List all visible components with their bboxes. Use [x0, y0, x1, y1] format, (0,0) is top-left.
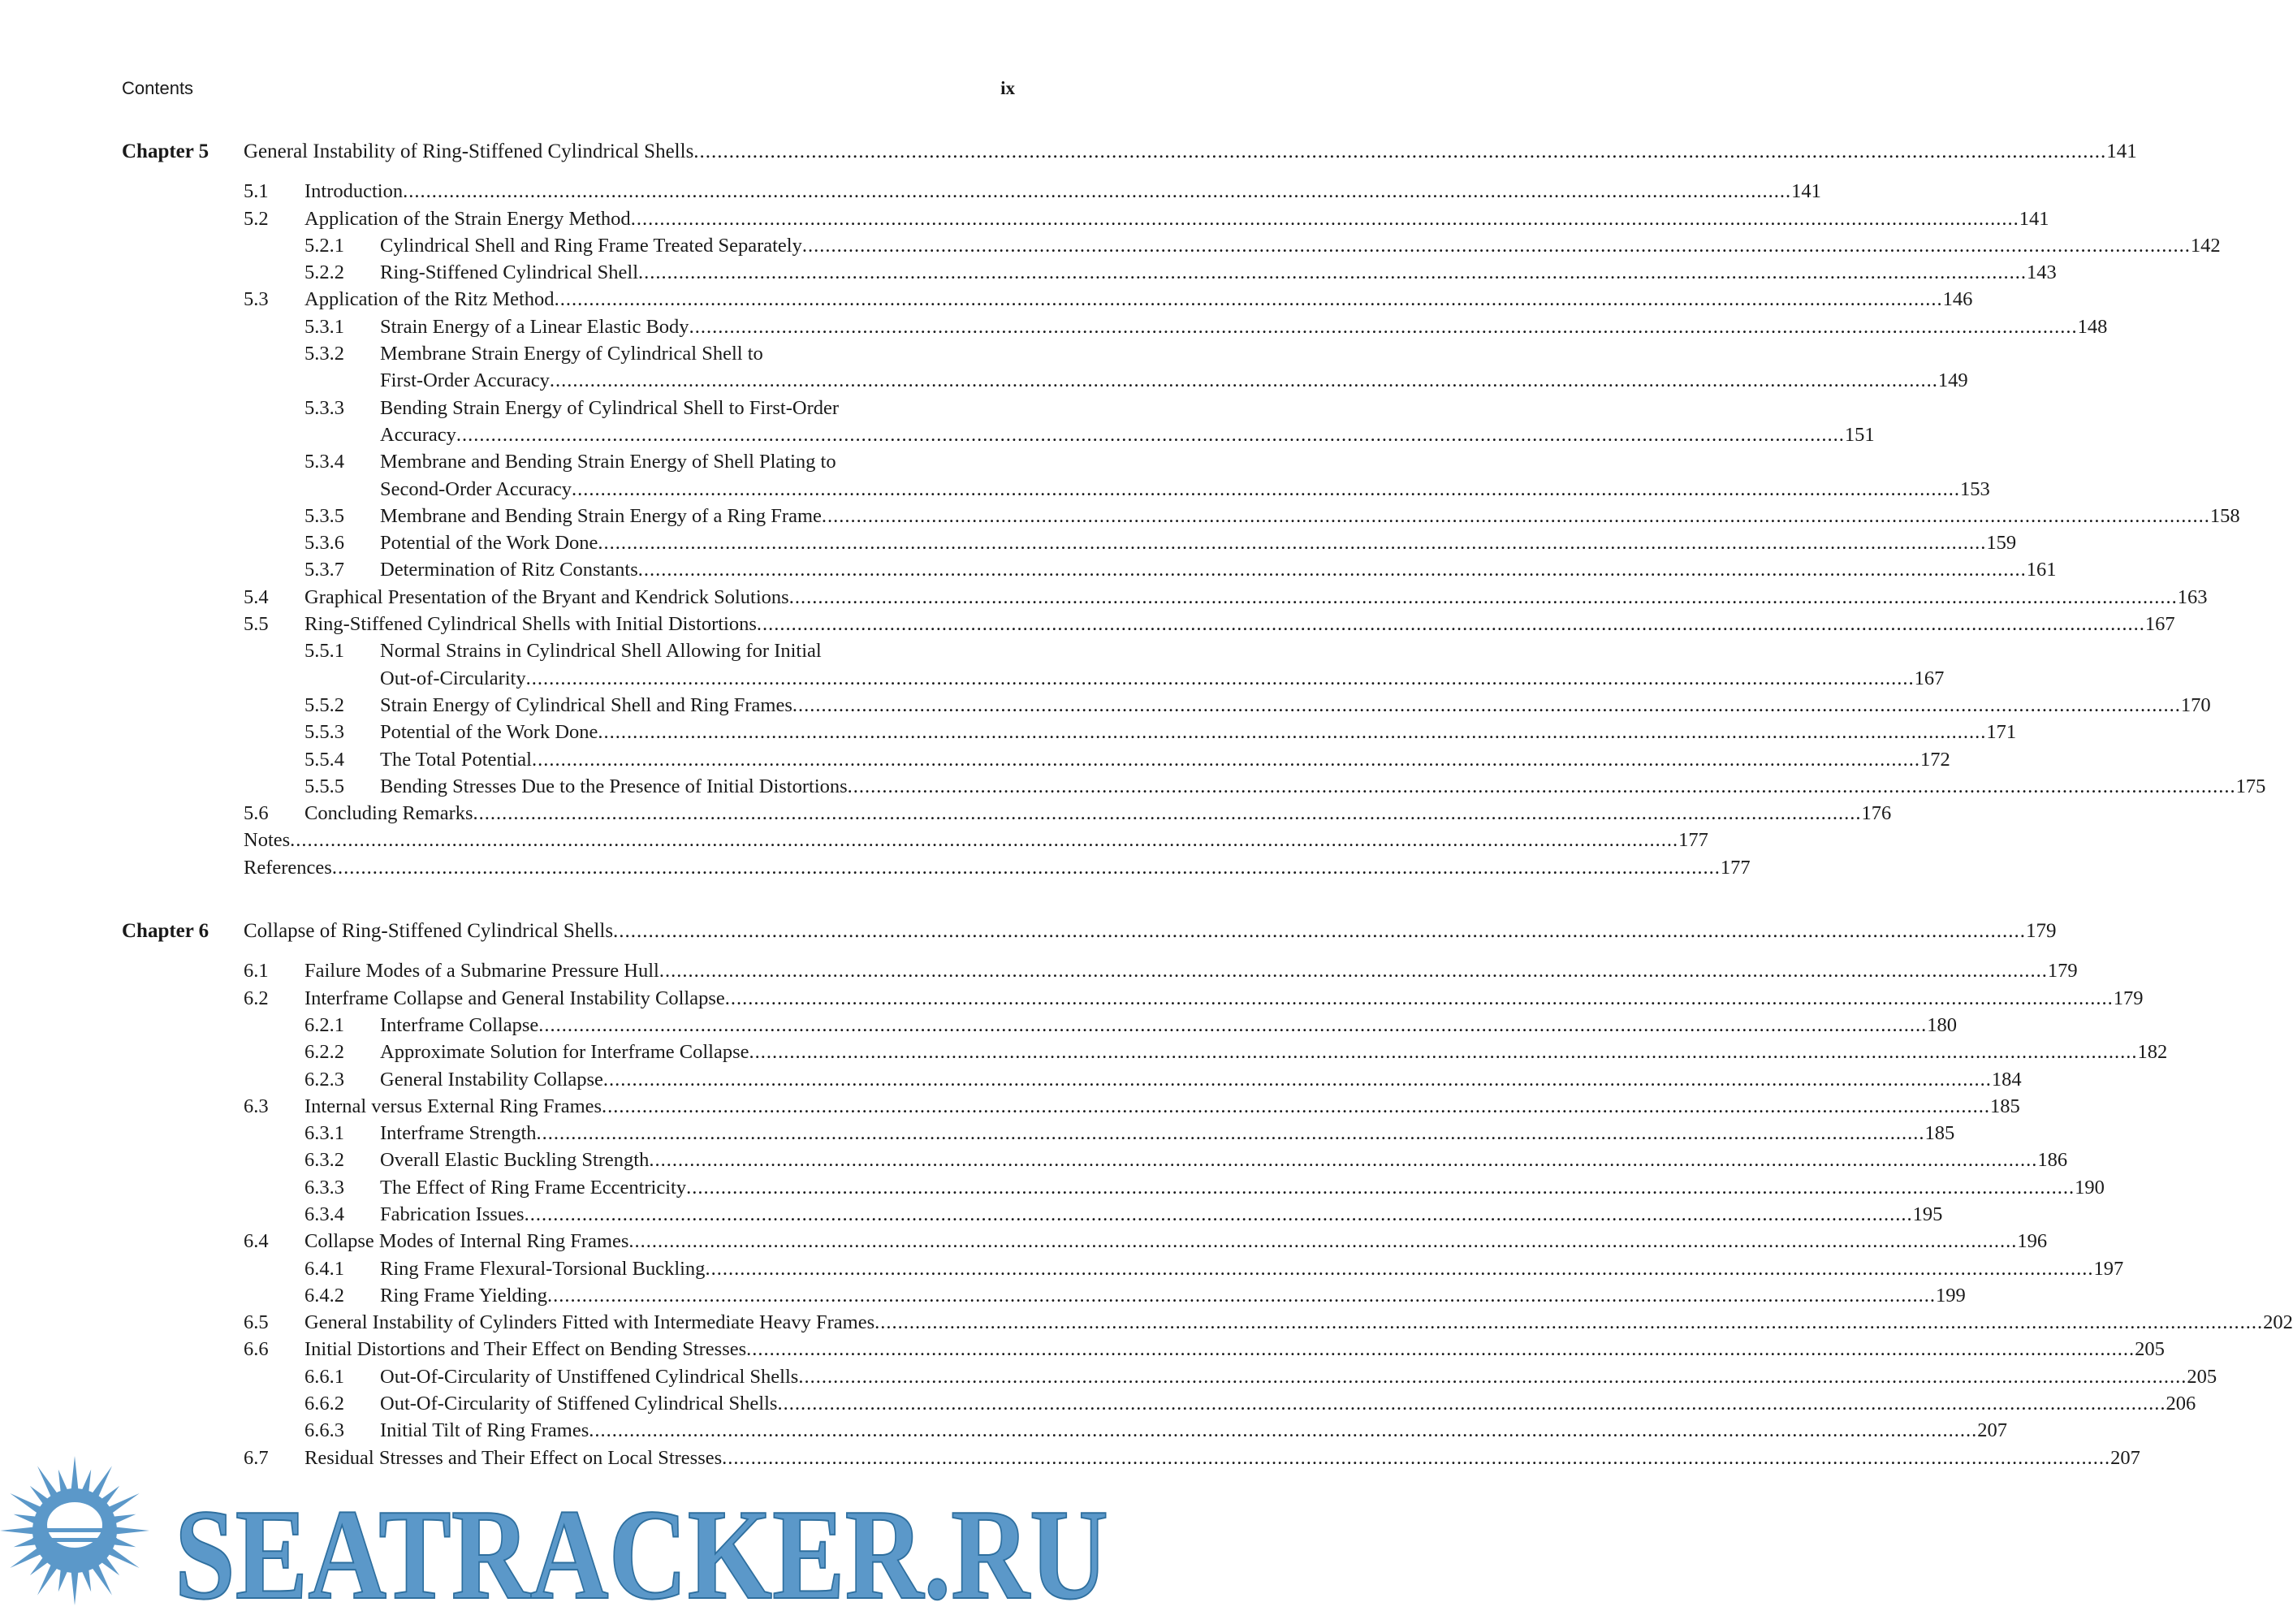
toc-entry[interactable] — [122, 178, 1821, 205]
toc-leader — [380, 529, 2017, 556]
toc-entry-title: Interframe Strength — [380, 1122, 537, 1145]
toc-page-number: 182 — [2137, 1041, 2168, 1064]
dot-leader — [547, 1282, 1936, 1309]
toc-leader — [304, 611, 2175, 637]
toc-entry-title: Cylindrical Shell and Ring Frame Treated Separately — [380, 234, 802, 257]
toc-entry[interactable] — [122, 746, 1950, 773]
toc-page-number: 170 — [2180, 693, 2211, 716]
chapter-spacer — [122, 881, 1015, 918]
toc-page-number: 177 — [1678, 829, 1708, 852]
toc-entry[interactable] — [122, 556, 2057, 583]
toc-page-number: 186 — [2037, 1149, 2068, 1172]
toc-page-number: 148 — [2077, 315, 2108, 338]
toc-entry[interactable] — [122, 395, 1015, 421]
toc-page-number: 195 — [1912, 1203, 1943, 1225]
dot-leader — [537, 1120, 1925, 1147]
dot-leader — [638, 259, 2027, 286]
toc-entry-title: Introduction — [304, 180, 404, 203]
toc-page-number: 177 — [1720, 856, 1751, 879]
dot-leader — [792, 692, 2181, 719]
toc-leader — [244, 827, 1708, 853]
toc-page-number: 207 — [1977, 1419, 2008, 1442]
chapter-spacer — [122, 165, 1015, 178]
toc-page-number: 180 — [1927, 1013, 1957, 1036]
toc-entry-number: 5.5.1 — [304, 640, 344, 663]
toc-leader — [304, 985, 2144, 1012]
toc-entry-number: 6.3.2 — [304, 1149, 344, 1172]
toc-leader — [244, 138, 2137, 165]
dot-leader — [789, 584, 2178, 611]
toc-leader — [380, 1039, 2168, 1065]
toc-entry-title: Out-Of-Circularity of Unstiffened Cylindrical Shells — [380, 1365, 799, 1388]
toc-leader — [380, 1147, 2068, 1173]
running-head: Contents — [122, 78, 194, 98]
chapter-heading[interactable] — [122, 918, 2057, 944]
dot-leader — [848, 773, 2236, 800]
chapter-label: Chapter 5 — [122, 140, 209, 162]
toc-entry-title: Potential of the Work Done — [380, 532, 598, 555]
dot-leader — [290, 827, 1678, 853]
toc-entry-title: Graphical Presentation of the Bryant and Kendrick Solutions — [304, 585, 789, 608]
toc-entry-number: 5.5.4 — [304, 748, 344, 771]
toc-page-number: 151 — [1844, 423, 1875, 446]
toc-entry-number: 5.3.3 — [304, 396, 344, 419]
toc-page-number: 206 — [2166, 1393, 2196, 1415]
watermark-text: SEATRACKER.RU — [175, 1482, 1108, 1624]
toc-entry-number: 5.3.7 — [304, 559, 344, 581]
toc-page-number: 163 — [2177, 585, 2208, 608]
dot-leader — [802, 232, 2191, 259]
toc-entry-number: 6.4.2 — [304, 1284, 344, 1307]
dot-leader — [473, 800, 1862, 827]
toc-entry-number: 5.1 — [244, 180, 269, 203]
dot-leader — [538, 1012, 1927, 1039]
toc-entry-number: 5.3.2 — [304, 343, 344, 365]
toc-entry[interactable] — [122, 1309, 2293, 1336]
toc-leader — [380, 773, 2266, 800]
toc-entry[interactable] — [122, 503, 2240, 529]
toc-entry-title: Bending Stresses Due to the Presence of Initial Distortions — [380, 775, 848, 797]
toc-entry-title: General Instability of Cylinders Fitted with Intermediate Heavy Frames — [304, 1311, 875, 1334]
toc-entry-number: 6.4 — [244, 1230, 269, 1253]
toc-entry-number: 5.3.5 — [304, 504, 344, 527]
toc-entry[interactable] — [122, 313, 2108, 340]
dot-leader — [874, 1309, 2263, 1336]
chapter-label: Chapter 6 — [122, 920, 209, 943]
dot-leader — [686, 1174, 2075, 1201]
toc-entry-number: 6.6.1 — [304, 1365, 344, 1388]
toc-entry-title: Strain Energy of Cylindrical Shell and Ring Frames — [380, 693, 792, 716]
toc-entry-title: Determination of Ritz Constants — [380, 559, 638, 581]
toc-leader — [380, 259, 2057, 286]
toc-entry-title: The Total Potential — [380, 748, 532, 771]
toc-page-number: 167 — [2144, 613, 2175, 636]
toc-leader — [380, 1255, 2124, 1282]
toc-leader — [380, 1066, 2022, 1093]
toc-page-number: 146 — [1942, 288, 1973, 311]
toc-entry-number: 6.2.1 — [304, 1013, 344, 1036]
toc-entry-title-line: Membrane Strain Energy of Cylindrical Shell to — [380, 343, 763, 365]
toc-entry-title: References — [244, 856, 332, 879]
dot-leader — [550, 367, 1938, 394]
toc-leader — [244, 918, 2057, 944]
toc-leader — [380, 367, 1968, 394]
toc-entry[interactable] — [122, 529, 2017, 556]
toc-entry[interactable] — [122, 1336, 2165, 1363]
toc-entry-title: Ring-Stiffened Cylindrical Shells with Initial Distortions — [304, 613, 757, 636]
dot-leader — [693, 138, 2106, 165]
toc-entry-title: Out-Of-Circularity of Stiffened Cylindrical Shells — [380, 1393, 778, 1415]
toc-entry-title: General Instability Collapse — [380, 1068, 603, 1091]
toc-entry[interactable] — [122, 637, 1015, 664]
toc-entry-title: General Instability of Ring-Stiffened Cylindrical Shells — [244, 140, 694, 162]
dot-leader — [589, 1417, 1977, 1444]
toc-entry-title: Application of the Strain Energy Method — [304, 207, 631, 230]
dot-leader — [525, 1201, 1913, 1228]
toc-entry-number: 6.5 — [244, 1311, 269, 1334]
toc-leader — [380, 556, 2057, 583]
toc-leader — [380, 1417, 2008, 1444]
toc-entry-number: 6.6.2 — [304, 1393, 344, 1415]
toc-entry[interactable] — [122, 259, 2057, 286]
toc-entry[interactable] — [122, 340, 1015, 367]
toc-entry-number: 6.6 — [244, 1338, 269, 1361]
toc-entry-title-line: Normal Strains in Cylindrical Shell Allowing for Initial — [380, 640, 822, 663]
toc-page-number: 207 — [2110, 1446, 2140, 1469]
toc-entry-number: 5.2 — [244, 207, 269, 230]
toc-entry-number: 5.3 — [244, 288, 269, 311]
toc-page-number: 141 — [2019, 207, 2049, 230]
toc-entry-title-line: Bending Strain Energy of Cylindrical Shell to First-Order — [380, 396, 840, 419]
page-header — [122, 78, 1015, 104]
toc-entry-title: The Effect of Ring Frame Eccentricity — [380, 1176, 687, 1199]
dot-leader — [598, 719, 1986, 745]
toc-entry-title: Accuracy — [380, 423, 456, 446]
toc-page-number: 167 — [1914, 667, 1945, 689]
toc-page-number: 199 — [1935, 1284, 1966, 1307]
toc-entry-title: Membrane and Bending Strain Energy of a Ring Frame — [380, 504, 822, 527]
dot-leader — [777, 1390, 2166, 1417]
toc-leader — [380, 476, 1990, 503]
toc-entry-number: 5.5.2 — [304, 693, 344, 716]
toc-page-number: 185 — [1990, 1095, 2020, 1117]
toc-leader — [304, 1093, 2020, 1120]
toc-entry-title: Potential of the Work Done — [380, 721, 598, 744]
toc-page-number: 141 — [1791, 180, 1821, 203]
toc-entry-number: 6.2.3 — [304, 1068, 344, 1091]
toc-page-number: 205 — [2187, 1365, 2217, 1388]
toc-entry-number: 5.2.2 — [304, 261, 344, 284]
toc-leader — [380, 1390, 2196, 1417]
toc-leader — [380, 313, 2108, 340]
toc-entry-title: Residual Stresses and Their Effect on Local Stresses — [304, 1446, 723, 1469]
dot-leader — [332, 854, 1721, 881]
dot-leader — [598, 529, 1986, 556]
toc-entry-title: Concluding Remarks — [304, 802, 473, 825]
chapter-spacer — [122, 944, 1015, 957]
dot-leader — [555, 286, 1943, 313]
toc-entry[interactable] — [122, 286, 1973, 313]
toc-entry[interactable] — [122, 1363, 2217, 1390]
toc-entry[interactable] — [122, 1282, 1966, 1309]
toc-entry[interactable] — [122, 719, 2017, 745]
toc-entry[interactable] — [122, 1120, 1955, 1147]
toc-entry-title: Application of the Ritz Method — [304, 288, 555, 311]
toc-page-number: 158 — [2209, 504, 2240, 527]
toc-entry-title: Strain Energy of a Linear Elastic Body — [380, 315, 689, 338]
toc-page-number: 175 — [2235, 775, 2266, 797]
toc-page-number: 171 — [1986, 721, 2017, 744]
toc-entry-title: Ring-Stiffened Cylindrical Shell — [380, 261, 639, 284]
toc-entry-number: 6.6.3 — [304, 1419, 344, 1442]
toc-leader — [304, 1336, 2165, 1363]
toc-page-number: 142 — [2190, 234, 2221, 257]
dot-leader — [456, 421, 1845, 448]
toc-page-number: 143 — [2027, 261, 2057, 284]
toc-entry-number: 6.3.4 — [304, 1203, 344, 1225]
toc-leader — [380, 692, 2211, 719]
dot-leader — [725, 985, 2114, 1012]
toc-entry-title: Ring Frame Flexural-Torsional Buckling — [380, 1257, 706, 1280]
toc-entry[interactable] — [122, 1255, 2124, 1282]
toc-entry-number: 6.2 — [244, 987, 269, 1009]
dot-leader — [746, 1336, 2135, 1363]
toc-entry-number: 5.4 — [244, 585, 269, 608]
toc-entry-continuation[interactable] — [122, 367, 1968, 394]
toc-leader — [380, 1120, 1955, 1147]
toc-page-number: 153 — [1960, 477, 1990, 500]
toc-page-number: 149 — [1937, 369, 1968, 392]
toc-leader — [244, 854, 1751, 881]
toc-entry-continuation[interactable] — [122, 421, 1875, 448]
toc-leader — [304, 286, 1973, 313]
toc-entry-number: 6.3 — [244, 1095, 269, 1117]
toc-entry-title: Overall Elastic Buckling Strength — [380, 1149, 650, 1172]
dot-leader — [659, 957, 2048, 984]
toc-entry[interactable] — [122, 611, 2175, 637]
toc-entry-number: 6.4.1 — [304, 1257, 344, 1280]
toc-page-number: 196 — [2017, 1230, 2048, 1253]
toc-entry-title: First-Order Accuracy — [380, 369, 550, 392]
sun-icon — [0, 1456, 149, 1605]
toc-leader — [304, 957, 2078, 984]
toc-entry[interactable] — [122, 1012, 1957, 1039]
toc-entry-number: 5.2.1 — [304, 234, 344, 257]
toc-page-number: 179 — [2113, 987, 2144, 1009]
toc-entry-title: Failure Modes of a Submarine Pressure Hull — [304, 960, 659, 983]
toc-leader — [304, 800, 1892, 827]
toc-page-number: 159 — [1986, 532, 2017, 555]
toc-entry-title: Initial Distortions and Their Effect on Bending Stresses — [304, 1338, 747, 1361]
toc-leader — [380, 421, 1875, 448]
toc-entry-title: Approximate Solution for Interframe Collapse — [380, 1041, 749, 1064]
toc-entry[interactable] — [122, 232, 2221, 259]
toc-entry-number: 5.5.3 — [304, 721, 344, 744]
toc-entry[interactable] — [122, 1147, 2068, 1173]
toc-leader — [304, 178, 1821, 205]
toc-entry[interactable] — [122, 692, 2211, 719]
toc-entry-title: Collapse of Ring-Stiffened Cylindrical Shells — [244, 920, 614, 943]
toc-entry-title: Collapse Modes of Internal Ring Frames — [304, 1230, 629, 1253]
toc-entry-title: Out-of-Circularity — [380, 667, 526, 689]
toc-page-number: 176 — [1861, 802, 1892, 825]
toc-backmatter-entry[interactable] — [122, 827, 1708, 853]
toc-leader — [304, 205, 2049, 232]
toc-entry-title-line: Membrane and Bending Strain Energy of Shell Plating to — [380, 451, 836, 473]
toc-entry[interactable] — [122, 800, 1892, 827]
table-of-contents — [122, 138, 2293, 1471]
toc-page-number: 172 — [1920, 748, 1950, 771]
toc-entry-title: Interframe Collapse and General Instability Collapse — [304, 987, 725, 1009]
toc-leader — [380, 1282, 1966, 1309]
toc-entry-title: Ring Frame Yielding — [380, 1284, 547, 1307]
toc-leader — [380, 1174, 2105, 1201]
toc-entry-title: Initial Tilt of Ring Frames — [380, 1419, 589, 1442]
toc-entry[interactable] — [122, 1174, 2105, 1201]
toc-leader — [380, 232, 2221, 259]
dot-leader — [603, 1066, 1992, 1093]
toc-page-number: 179 — [2026, 920, 2057, 943]
toc-page-number: 205 — [2135, 1338, 2165, 1361]
toc-entry[interactable] — [122, 1390, 2196, 1417]
toc-leader — [304, 1309, 2293, 1336]
dot-leader — [822, 503, 2210, 529]
toc-page-number: 190 — [2075, 1176, 2105, 1199]
toc-entry-title: Second-Order Accuracy — [380, 477, 572, 500]
toc-entry[interactable] — [122, 1417, 2008, 1444]
toc-entry[interactable] — [122, 985, 2144, 1012]
dot-leader — [757, 611, 2145, 637]
toc-entry-number: 6.7 — [244, 1446, 269, 1469]
toc-entry[interactable] — [122, 1228, 2048, 1255]
toc-leader — [380, 1201, 1943, 1228]
toc-entry-continuation[interactable] — [122, 665, 1945, 692]
toc-page-number: 184 — [1991, 1068, 2022, 1091]
dot-leader — [532, 746, 1920, 773]
toc-entry-number: 5.5 — [244, 613, 269, 636]
toc-entry-continuation[interactable] — [122, 476, 1990, 503]
toc-entry-number: 6.1 — [244, 960, 269, 983]
toc-entry[interactable] — [122, 773, 2266, 800]
dot-leader — [638, 556, 2027, 583]
dot-leader — [689, 313, 2078, 340]
dot-leader — [613, 918, 2026, 944]
dot-leader — [572, 476, 1960, 503]
toc-entry[interactable] — [122, 1093, 2020, 1120]
toc-page-number: 185 — [1924, 1122, 1955, 1145]
toc-backmatter-entry[interactable] — [122, 854, 1751, 881]
dot-leader — [602, 1093, 1990, 1120]
toc-entry-number: 5.5.5 — [304, 775, 344, 797]
toc-entry-number: 5.6 — [244, 802, 269, 825]
toc-entry-number: 6.3.1 — [304, 1122, 344, 1145]
dot-leader — [628, 1228, 2017, 1255]
toc-entry[interactable] — [122, 205, 2049, 232]
toc-leader — [380, 503, 2240, 529]
toc-entry[interactable] — [122, 1201, 1943, 1228]
toc-entry[interactable] — [122, 1039, 2168, 1065]
toc-entry[interactable] — [122, 1066, 2022, 1093]
toc-leader — [304, 584, 2208, 611]
dot-leader — [798, 1363, 2187, 1390]
toc-entry[interactable] — [122, 448, 1015, 475]
dot-leader — [705, 1255, 2093, 1282]
toc-leader — [380, 665, 1945, 692]
page-number: ix — [1000, 78, 1015, 98]
toc-entry-number: 6.3.3 — [304, 1176, 344, 1199]
toc-entry-number: 5.3.6 — [304, 532, 344, 555]
toc-page-number: 179 — [2047, 960, 2078, 983]
toc-page-number: 202 — [2263, 1311, 2293, 1334]
toc-page-number: 197 — [2093, 1257, 2124, 1280]
dot-leader — [631, 205, 2019, 232]
toc-entry-number: 6.2.2 — [304, 1041, 344, 1064]
toc-leader — [304, 1228, 2048, 1255]
toc-entry[interactable] — [122, 584, 2208, 611]
toc-leader — [380, 1012, 1957, 1039]
toc-entry-title: Fabrication Issues — [380, 1203, 525, 1225]
watermark-logo — [0, 1453, 1137, 1624]
toc-entry-number: 5.3.1 — [304, 315, 344, 338]
toc-page-number: 161 — [2026, 559, 2057, 581]
toc-entry-title: Notes — [244, 829, 291, 852]
toc-entry[interactable] — [122, 957, 2078, 984]
dot-leader — [403, 178, 1791, 205]
chapter-heading[interactable] — [122, 138, 2137, 165]
toc-leader — [380, 746, 1950, 773]
dot-leader — [649, 1147, 2037, 1173]
toc-entry-title: Internal versus External Ring Frames — [304, 1095, 602, 1117]
dot-leader — [749, 1039, 2138, 1065]
toc-leader — [380, 719, 2017, 745]
toc-leader — [380, 1363, 2217, 1390]
toc-entry-title: Interframe Collapse — [380, 1013, 539, 1036]
toc-entry-number: 5.3.4 — [304, 451, 344, 473]
dot-leader — [526, 665, 1915, 692]
toc-page-number: 141 — [2106, 140, 2137, 162]
